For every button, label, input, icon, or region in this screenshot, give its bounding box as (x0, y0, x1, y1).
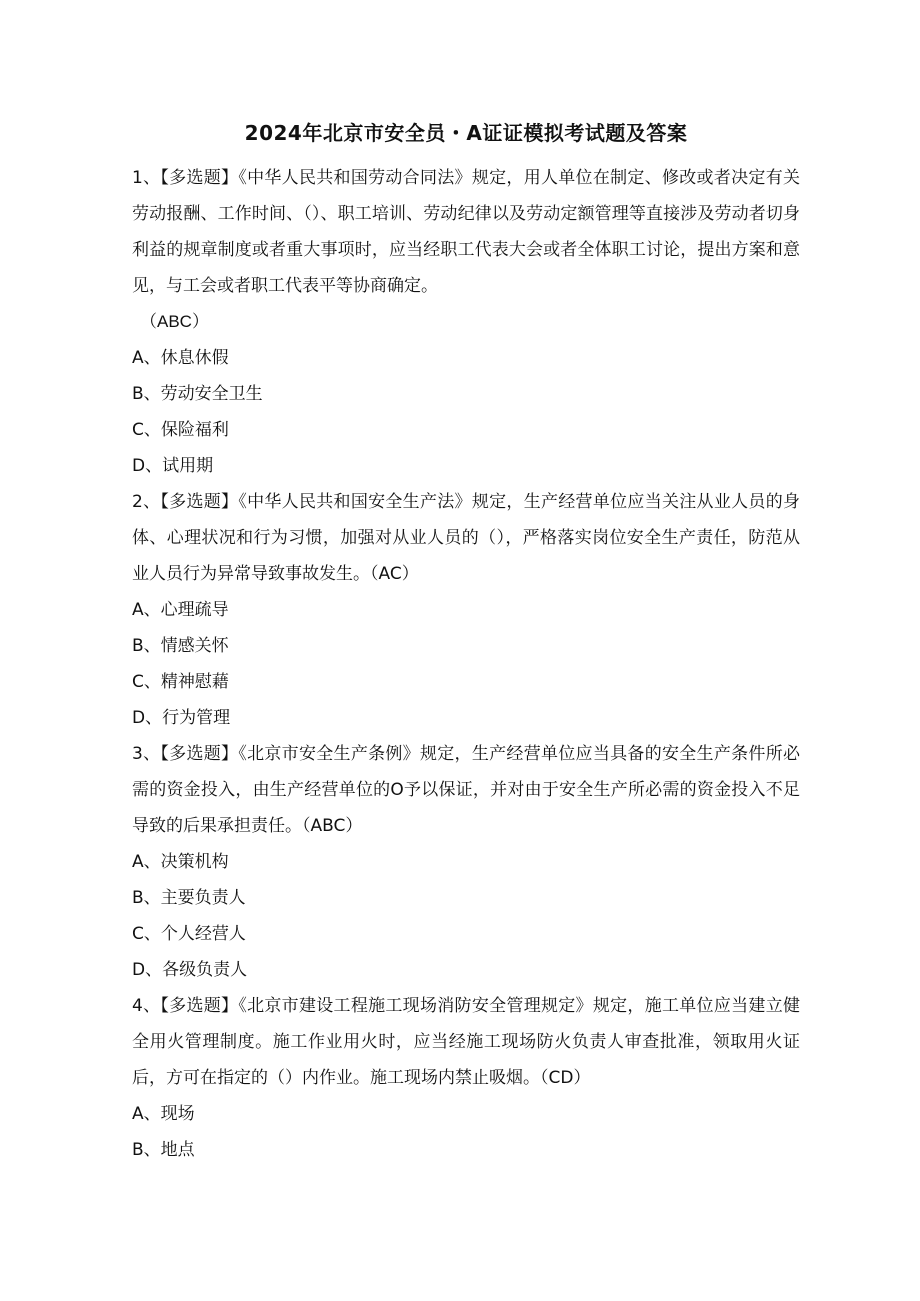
option-b: B、地点 (132, 1140, 195, 1160)
option-b: B、情感关怀 (132, 636, 229, 656)
question-2 (132, 484, 800, 736)
option-d: D、各级负责人 (132, 960, 248, 980)
option-list (132, 1096, 800, 1168)
option-list (132, 844, 800, 988)
option-c: C、保险福利 (132, 420, 229, 440)
option-c: C、个人经营人 (132, 924, 246, 944)
question-answer: （ABC） (140, 312, 209, 331)
question-stem: 3、【多选题】《北京市安全生产条例》规定，生产经营单位应当具备的安全生产条件所必需的资金投入，由生产经营单位的O予以保证，并对由于安全生产所必需的资金投入不足导致的后果承担责任。（ABC） (132, 744, 800, 836)
option-list (132, 340, 800, 484)
question-stem: 2、【多选题】《中华人民共和国安全生产法》规定，生产经营单位应当关注从业人员的身体、心理状况和行为习惯，加强对从业人员的（），严格落实岗位安全生产责任，防范从业人员行为异常导致事故发生。（AC） (132, 492, 800, 584)
option-a: A、现场 (132, 1104, 195, 1124)
option-d: D、行为管理 (132, 708, 231, 728)
option-b: B、主要负责人 (132, 888, 246, 908)
option-a: A、决策机构 (132, 852, 229, 872)
option-c: C、精神慰藉 (132, 672, 229, 692)
question-stem: 1、【多选题】《中华人民共和国劳动合同法》规定，用人单位在制定、修改或者决定有关劳动报酬、工作时间、（）、职工培训、劳动纪律以及劳动定额管理等直接涉及劳动者切身利益的规章制度或者重大事项时，应当经职工代表大会或者全体职工讨论，提出方案和意见，与工会或者职工代表平等协商确定。 (132, 168, 800, 296)
option-a: A、心理疏导 (132, 600, 229, 620)
question-1 (132, 160, 800, 484)
question-4 (132, 988, 800, 1168)
option-d: D、试用期 (132, 456, 214, 476)
question-stem: 4、【多选题】《北京市建设工程施工现场消防安全管理规定》规定，施工单位应当建立健全用火管理制度。施工作业用火时，应当经施工现场防火负责人审查批准，领取用火证后，方可在指定的（）内作业。施工现场内禁止吸烟。（CD） (132, 996, 800, 1088)
document-title: 2024年北京市安全员・A证证模拟考试题及答案 (244, 121, 688, 145)
option-b: B、劳动安全卫生 (132, 384, 263, 404)
option-list (132, 592, 800, 736)
question-3 (132, 736, 800, 988)
option-a: A、休息休假 (132, 348, 229, 368)
